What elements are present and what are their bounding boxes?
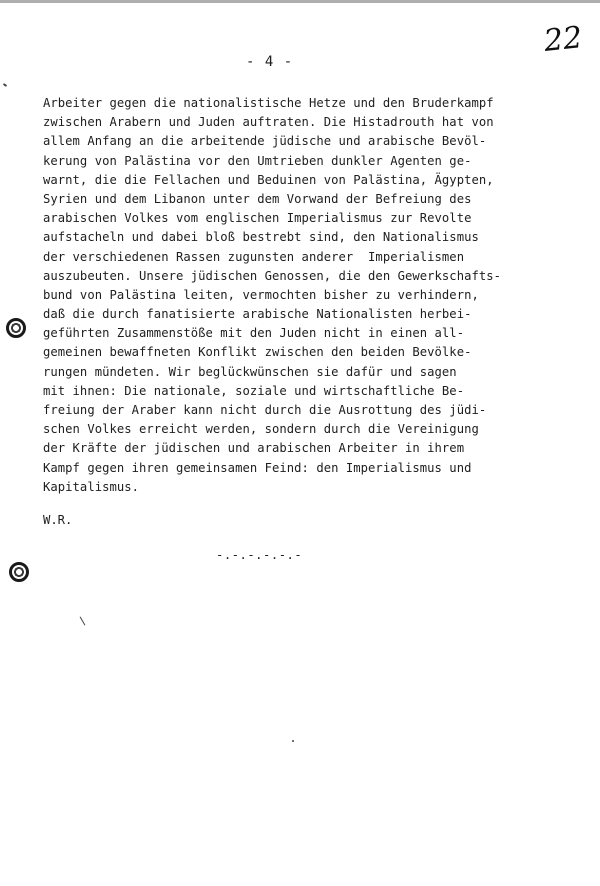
text-line: bund von Palästina leiten, vermochten bisher zu verhindern, — [43, 287, 479, 302]
text-line: aufstacheln und dabei bloß bestrebt sind, den Nationalismus — [43, 230, 479, 245]
scan-speck — [80, 616, 86, 625]
text-line: auszubeuten. Unsere jüdischen Genossen, die den Gewerkschafts- — [43, 268, 502, 283]
text-line: schen Volkes erreicht werden, sondern durch die Vereinigung — [43, 422, 479, 437]
text-line: Arbeiter gegen die nationalistische Hetze und den Bruderkampf — [43, 96, 494, 110]
text-line: freiung der Araber kann nicht durch die Ausrottung des jüdi- — [43, 403, 487, 417]
text-line: gemeinen bewaffneten Konflikt zwischen den beiden Bevölke- — [43, 345, 472, 360]
text-line: arabischen Volkes vom englischen Imperialismus zur Revolte — [43, 211, 472, 226]
text-line: Syrien und dem Libanon unter dem Vorwand der Befreiung des — [43, 191, 472, 206]
scan-speck — [292, 740, 294, 742]
text-line: allem Anfang an die arbeitende jüdische und arabische Bevöl- — [43, 134, 487, 149]
text-line: rungen mündeten. Wir beglückwünschen sie dafür und sagen — [43, 364, 457, 379]
text-line: Kapitalismus. — [43, 479, 140, 494]
text-line: daß die durch fanatisierte arabische Nationalisten herbei- — [43, 307, 472, 322]
text-line: der Kräfte der jüdischen und arabischen Arbeiter in ihrem — [43, 441, 465, 456]
punch-hole-icon — [6, 318, 26, 338]
text-line: zwischen Arabern und Juden auftraten. Die Histadrouth hat von — [43, 115, 494, 130]
page-top-edge — [0, 0, 600, 3]
text-line: warnt, die die Fellachen und Beduinen von Palästina, Ägypten, — [43, 172, 494, 187]
text-line: der verschiedenen Rassen zugunsten anderer Imperialismen — [43, 249, 465, 264]
page-number: - 4 - — [246, 54, 294, 70]
handwritten-folio-number: 22 — [542, 20, 584, 59]
body-paragraph — [43, 94, 563, 497]
scan-speck — [3, 83, 7, 87]
signature-initials: W.R. — [43, 513, 73, 527]
text-line: kerung von Palästina vor den Umtrieben dunkler Agenten ge- — [43, 153, 472, 168]
punch-hole-icon — [9, 562, 29, 582]
text-line: mit ihnen: Die nationale, soziale und wirtschaftliche Be- — [43, 383, 465, 398]
text-line: Kampf gegen ihren gemeinsamen Feind: den Imperialismus und — [43, 460, 472, 475]
end-separator: -.-.-.-.-.- — [216, 548, 303, 562]
text-line: geführten Zusammenstöße mit den Juden nicht in einen all- — [43, 326, 465, 341]
